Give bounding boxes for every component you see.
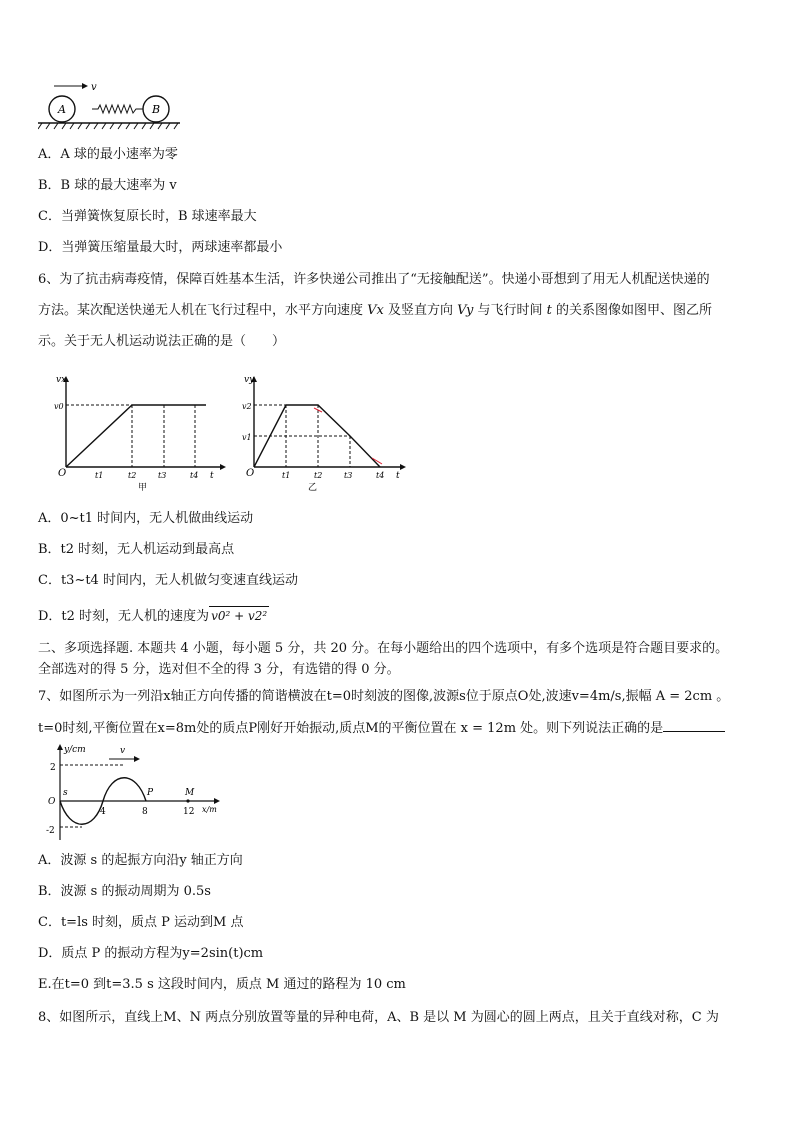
- q5-option-d: D．当弹簧压缩量最大时，两球速率都最小: [38, 240, 283, 255]
- q6-option-a: A．0~t1 时间内，无人机做曲线运动: [38, 511, 254, 526]
- svg-text:t1: t1: [95, 471, 104, 480]
- svg-text:vx: vx: [56, 375, 67, 385]
- svg-text:v: v: [120, 746, 126, 756]
- q7-stem-line-1: 7、如图所示为一列沿x轴正方向传播的简谐横波在t=0时刻波的图像,波源s位于原点O处,波速v=4m/s,振幅 A = 2cm 。: [38, 689, 730, 704]
- svg-text:t2: t2: [128, 471, 137, 480]
- svg-text:2: 2: [50, 763, 56, 773]
- spring: [92, 105, 143, 113]
- svg-text:t2: t2: [314, 471, 323, 480]
- wave-graph: [42, 740, 232, 845]
- q5-option-c: C．当弹簧恢复原长时，B 球速率最大: [38, 209, 257, 224]
- svg-text:8: 8: [142, 807, 148, 817]
- svg-text:v1: v1: [242, 433, 252, 442]
- svg-text:t: t: [210, 471, 214, 481]
- svg-text:O: O: [48, 797, 56, 807]
- q7-option-d: D．质点 P 的振动方程为y=2sin(t)cm: [38, 946, 264, 961]
- svg-text:-2: -2: [46, 826, 55, 836]
- svg-text:12: 12: [183, 807, 195, 817]
- graph-jia: [50, 372, 230, 492]
- q6-stem-line-2: 方法。某次配送快递无人机在飞行过程中，水平方向速度 Vx 及竖直方向 Vy 与飞行时间 t 的关系图像如图甲、图乙所: [38, 303, 712, 318]
- svg-text:t: t: [396, 471, 400, 481]
- svg-text:x/m: x/m: [202, 805, 217, 814]
- svg-text:O: O: [246, 468, 255, 479]
- svg-text:t4: t4: [376, 471, 385, 480]
- q7-option-c: C．t=ls 时刻，质点 P 运动到M 点: [38, 915, 244, 930]
- q6-option-d: D．t2 时刻，无人机的速度为 v0² + v2²: [38, 606, 269, 626]
- svg-text:v2: v2: [242, 402, 252, 411]
- q6-option-c: C．t3~t4 时间内，无人机做匀变速直线运动: [38, 573, 298, 588]
- svg-text:P: P: [147, 788, 154, 798]
- q6-stem-line-1: 6、为了抗击病毒疫情，保障百姓基本生活，许多快递公司推出了“无接触配送”。快递小哥想到了用无人机配送快递的: [38, 272, 710, 287]
- section2-heading-line-1: 二、多项选择题. 本题共 4 小题，每小题 5 分，共 20 分。在每小题给出的四个选项中，有多个选项是符合题目要求的。: [38, 641, 729, 656]
- ball-a-label: A: [58, 103, 66, 116]
- svg-text:t1: t1: [282, 471, 291, 480]
- svg-text:甲: 甲: [138, 483, 148, 492]
- svg-text:4: 4: [100, 807, 106, 817]
- svg-text:v0: v0: [54, 402, 64, 411]
- q6-option-b: B．t2 时刻，无人机运动到最高点: [38, 542, 235, 557]
- q6-stem-line-3: 示。关于无人机运动说法正确的是（ ）: [38, 334, 286, 349]
- svg-text:y/cm: y/cm: [64, 745, 86, 755]
- q7-stem-line-2: t=0时刻,平衡位置在x=8m处的质点P刚好开始振动,质点M的平衡位置在 x = 12m 处。则下列说法正确的是: [38, 719, 725, 738]
- svg-text:t3: t3: [344, 471, 353, 480]
- graph-yi: [238, 372, 418, 492]
- svg-text:vy: vy: [244, 375, 255, 385]
- ball-b-label: B: [151, 103, 161, 116]
- q8-stem-line-1: 8、如图所示，直线上M、N 两点分别放置等量的异种电荷，A、B 是以 M 为圆心的圆上两点，且关于直线对称，C 为: [38, 1010, 719, 1025]
- svg-text:M: M: [185, 788, 195, 798]
- svg-text:乙: 乙: [308, 483, 318, 492]
- q5-option-a: A．A 球的最小速率为零: [38, 147, 178, 162]
- answer-blank: [663, 719, 725, 732]
- svg-text:t4: t4: [190, 471, 199, 480]
- q7-option-a: A．波源 s 的起振方向沿y 轴正方向: [38, 853, 243, 868]
- q5-option-b: B．B 球的最大速率为 v: [38, 178, 177, 193]
- svg-text:O: O: [58, 468, 67, 479]
- sqrt-expression: v0² + v2²: [209, 606, 269, 625]
- spring-balls-figure: [38, 80, 188, 130]
- q7-option-b: B．波源 s 的振动周期为 0.5s: [38, 884, 211, 899]
- q7-option-e: E.在t=0 到t=3.5 s 这段时间内，质点 M 通过的路程为 10 cm: [38, 977, 406, 992]
- svg-text:t3: t3: [158, 471, 167, 480]
- section2-heading-line-2: 全部选对的得 5 分，选对但不全的得 3 分，有选错的得 0 分。: [38, 662, 400, 677]
- svg-text:s: s: [63, 788, 68, 798]
- velocity-label: v: [91, 82, 97, 93]
